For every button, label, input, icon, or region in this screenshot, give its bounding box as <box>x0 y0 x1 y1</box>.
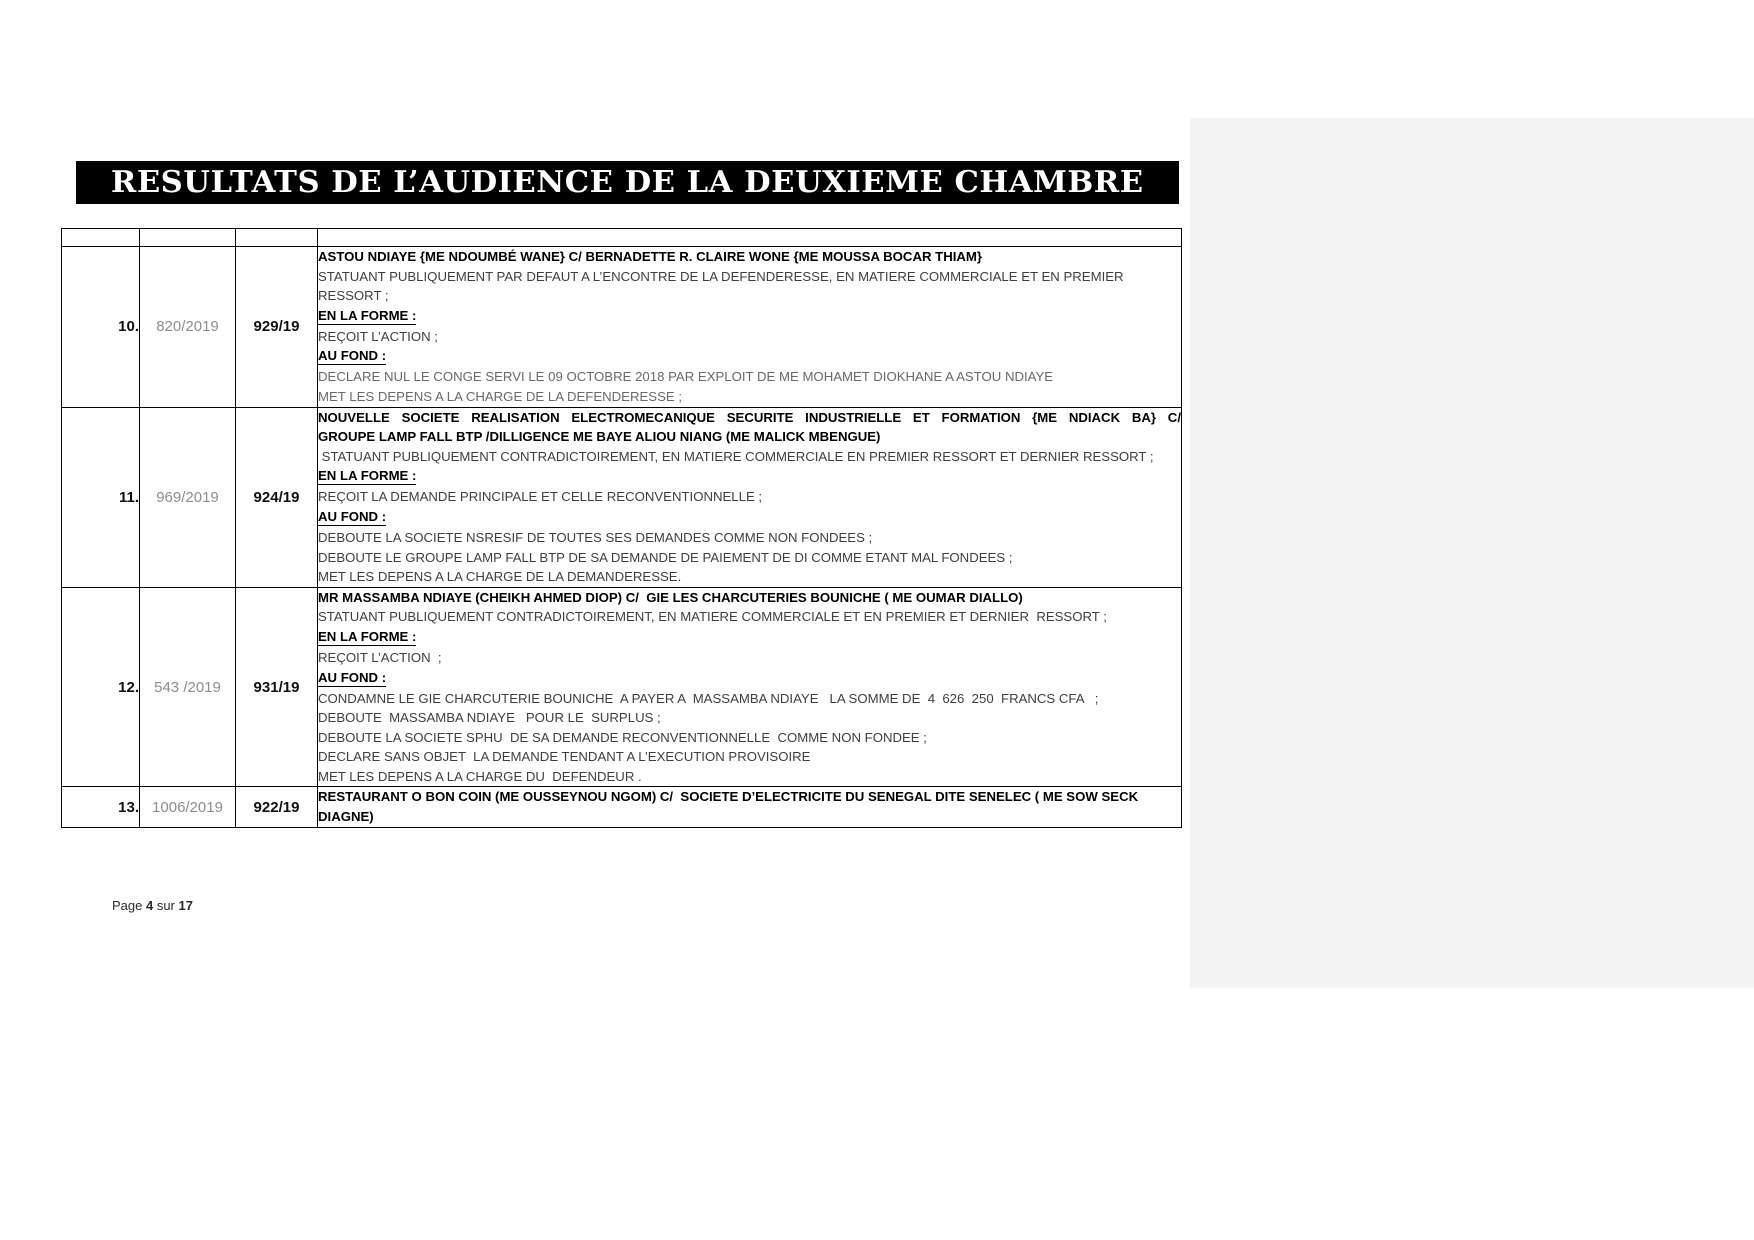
header-cell-jugement <box>236 229 318 247</box>
decision-line-text: AU FOND : <box>318 669 387 685</box>
table-row <box>62 407 1182 587</box>
decision-line-text: NOUVELLE SOCIETE REALISATION ELECTROMECANIQUE SECURITE INDUSTRIELLE ET FORMATION {ME NDIACK BA} C/ <box>318 409 1181 425</box>
decision-line <box>318 607 1181 627</box>
document-title-banner <box>76 161 1179 204</box>
decision-line <box>318 708 1181 728</box>
decision-line-text: CONDAMNE LE GIE CHARCUTERIE BOUNICHE A PAYER A MASSAMBA NDIAYE LA SOMME DE 4 626 250 FRANCS CFA ; <box>318 690 1099 706</box>
decision-line-text: RESTAURANT O BON COIN (ME OUSSEYNOU NGOM) C/ SOCIETE D’ELECTRICITE DU SENEGAL DITE SENELEC ( ME SOW SECK DIAGNE) <box>318 789 1142 825</box>
decision-line <box>318 466 1181 487</box>
decision-line-text: DECLARE NUL LE CONGE SERVI LE 09 OCTOBRE 2018 PAR EXPLOIT DE ME MOHAMET DIOKHANE A ASTOU NDIAYE <box>318 369 1054 385</box>
decision-line-text: MR MASSAMBA NDIAYE (CHEIKH AHMED DIOP) C/ GIE LES CHARCUTERIES BOUNICHE ( ME OUMAR DIALLO) <box>318 589 1023 605</box>
decision-line <box>318 306 1181 327</box>
decision-line-text: REÇOIT L’ACTION ; <box>318 328 438 344</box>
decision-line-text: DEBOUTE LA SOCIETE SPHU DE SA DEMANDE RECONVENTIONNELLE COMME NON FONDEE ; <box>318 729 927 745</box>
decision-line <box>318 648 1181 668</box>
cell-jugement-number: 924/19 <box>236 407 318 587</box>
results-table <box>61 228 1182 828</box>
cell-rg-number: 1006/2019 <box>140 787 236 827</box>
decision-line <box>318 487 1181 507</box>
cell-rg-number: 969/2019 <box>140 407 236 587</box>
decision-line <box>318 668 1181 689</box>
decision-line-text: GROUPE LAMP FALL BTP /DILLIGENCE ME BAYE ALIOU NIANG (ME MALICK MBENGUE) <box>318 429 881 445</box>
decision-line <box>318 548 1181 568</box>
table-row <box>62 247 1182 408</box>
decision-line <box>318 387 1181 407</box>
decision-line <box>318 747 1181 767</box>
table-header-row <box>62 229 1182 247</box>
decision-line-text: STATUANT PUBLIQUEMENT CONTRADICTOIREMENT, EN MATIERE COMMERCIALE EN PREMIER RESSORT ET DERNIER RESSORT ; <box>318 448 1154 464</box>
decision-line <box>318 627 1181 648</box>
decision-line <box>318 588 1181 608</box>
cell-jugement-number: 931/19 <box>236 587 318 787</box>
decision-line <box>318 346 1181 367</box>
right-side-panel <box>1190 118 1754 988</box>
decision-line <box>318 267 1181 306</box>
cell-decision-text <box>318 247 1182 408</box>
decision-line-text: DECLARE SANS OBJET LA DEMANDE TENDANT A L’EXECUTION PROVISOIRE <box>318 749 811 765</box>
cell-jugement-number: 929/19 <box>236 247 318 408</box>
cell-rg-number: 543 /2019 <box>140 587 236 787</box>
decision-line-text: DEBOUTE LE GROUPE LAMP FALL BTP DE SA DEMANDE DE PAIEMENT DE DI COMME ETANT MAL FONDEES ; <box>318 549 1013 565</box>
decision-line-text: AU FOND : <box>318 348 387 364</box>
decision-line <box>318 507 1181 528</box>
cell-row-number: 12. <box>62 587 140 787</box>
decision-line <box>318 767 1181 787</box>
cell-jugement-number: 922/19 <box>236 787 318 827</box>
decision-line-text: EN LA FORME : <box>318 628 417 644</box>
cell-decision-text <box>318 587 1182 787</box>
decision-line-text: MET LES DEPENS A LA CHARGE DE LA DEMANDERESSE. <box>318 569 682 585</box>
header-cell-rg <box>140 229 236 247</box>
decision-line-text: MET LES DEPENS A LA CHARGE DU DEFENDEUR . <box>318 768 642 784</box>
footer-middle: sur <box>153 898 179 913</box>
table-row <box>62 587 1182 787</box>
cell-rg-number: 820/2019 <box>140 247 236 408</box>
decision-line <box>318 447 1181 467</box>
decision-line-text: DEBOUTE LA SOCIETE NSRESIF DE TOUTES SES DEMANDES COMME NON FONDEES ; <box>318 529 873 545</box>
decision-line <box>318 528 1181 548</box>
decision-line-text: REÇOIT L’ACTION ; <box>318 649 442 665</box>
decision-line <box>318 728 1181 748</box>
decision-line <box>318 367 1181 387</box>
footer-total-pages: 17 <box>178 898 193 913</box>
cell-decision-text <box>318 407 1182 587</box>
footer-page-number: 4 <box>145 898 154 913</box>
decision-line <box>318 408 1181 428</box>
table-row <box>62 787 1182 827</box>
decision-line <box>318 427 1181 447</box>
cell-row-number: 10. <box>62 247 140 408</box>
decision-line-text: DEBOUTE MASSAMBA NDIAYE POUR LE SURPLUS ; <box>318 710 661 726</box>
header-cell-decision <box>318 229 1182 247</box>
footer-prefix: Page <box>112 898 146 913</box>
header-cell-num <box>62 229 140 247</box>
cell-row-number: 11. <box>62 407 140 587</box>
decision-line-text: AU FOND : <box>318 508 387 524</box>
cell-row-number: 13. <box>62 787 140 827</box>
page-title: RESULTATS DE L’AUDIENCE DE LA DEUXIEME CHAMBRE <box>111 165 1144 200</box>
decision-line-text: EN LA FORME : <box>318 468 417 484</box>
decision-line <box>318 689 1181 709</box>
results-table-body <box>62 229 1182 828</box>
decision-line <box>318 327 1181 347</box>
decision-line <box>318 567 1181 587</box>
decision-line-text: MET LES DEPENS A LA CHARGE DE LA DEFENDERESSE ; <box>318 388 682 404</box>
decision-line-text: STATUANT PUBLIQUEMENT CONTRADICTOIREMENT, EN MATIERE COMMERCIALE ET EN PREMIER ET DERNIER RESSORT ; <box>318 609 1107 625</box>
page-footer <box>112 898 193 913</box>
decision-line-text: REÇOIT LA DEMANDE PRINCIPALE ET CELLE RECONVENTIONNELLE ; <box>318 489 763 505</box>
decision-line <box>318 247 1181 267</box>
cell-decision-text <box>318 787 1182 827</box>
decision-line-text: ASTOU NDIAYE {ME NDOUMBÉ WANE} C/ BERNADETTE R. CLAIRE WONE {ME MOUSSA BOCAR THIAM} <box>318 249 983 264</box>
decision-line-text: EN LA FORME : <box>318 307 417 323</box>
decision-line-text: STATUANT PUBLIQUEMENT PAR DEFAUT A L’ENCONTRE DE LA DEFENDERESSE, EN MATIERE COMMERCIALE ET EN PREMIER RESSORT ; <box>318 268 1128 304</box>
decision-line <box>318 787 1181 826</box>
